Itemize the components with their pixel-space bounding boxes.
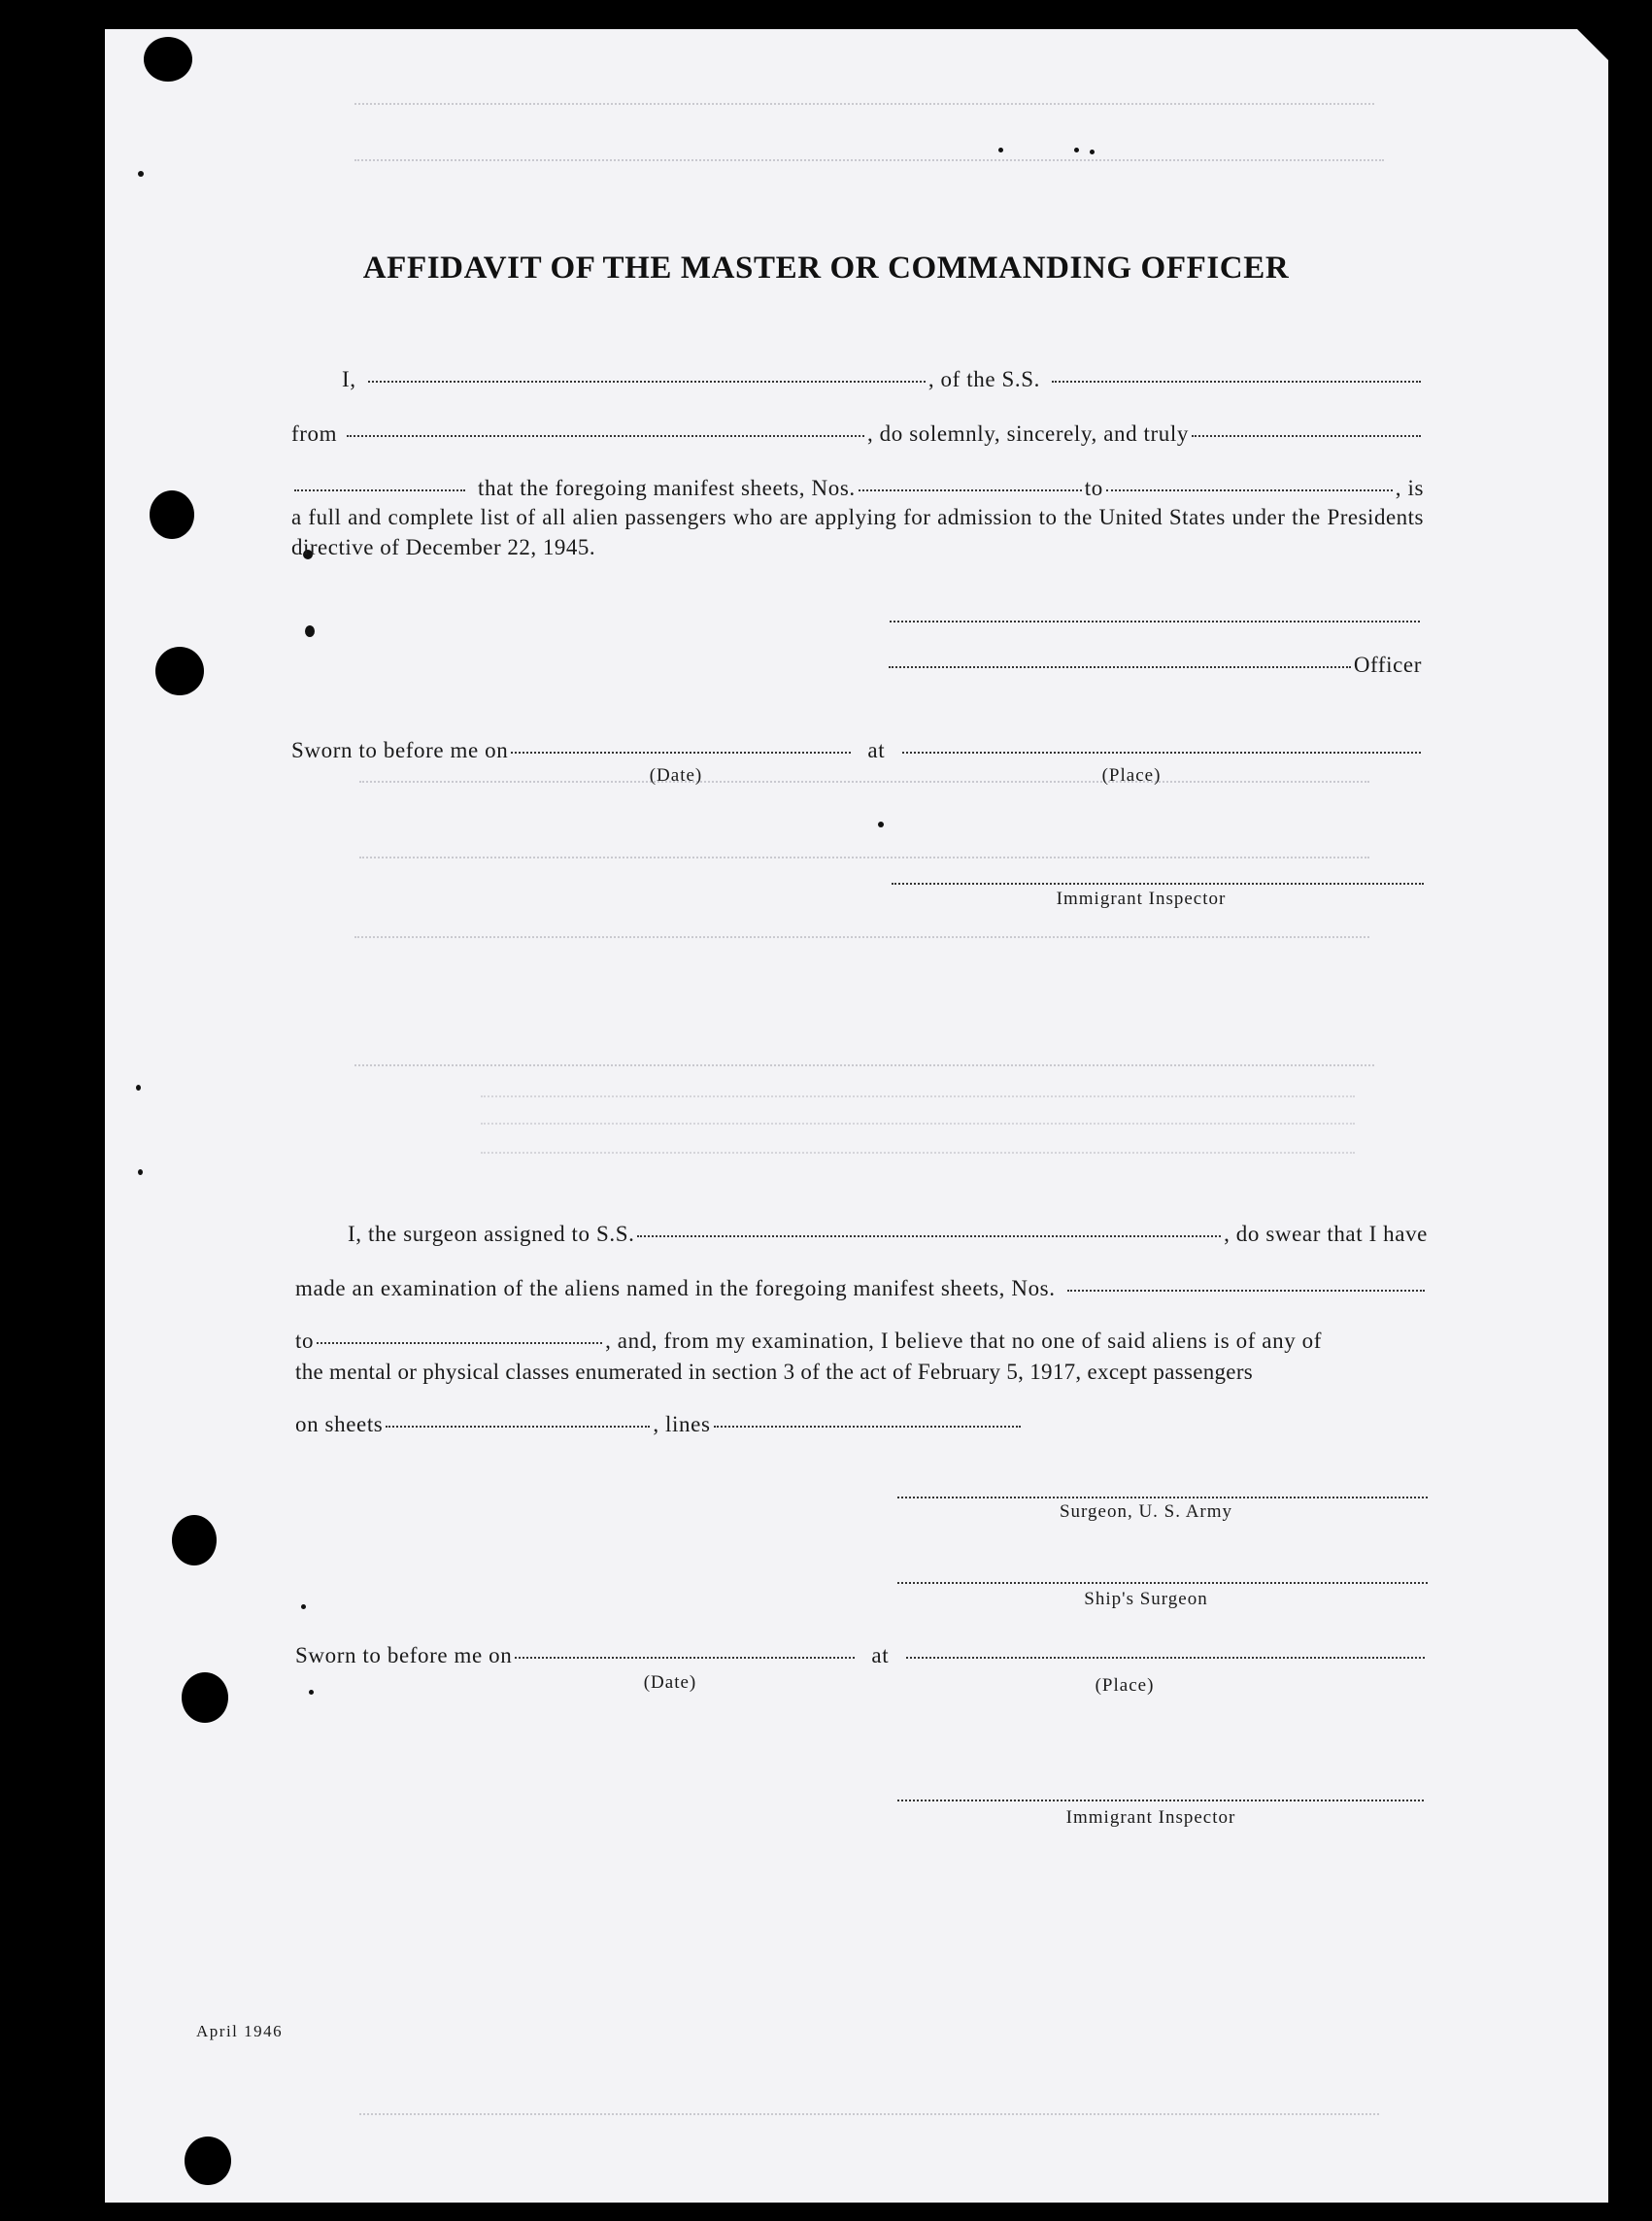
oath-word-field-2[interactable] (294, 488, 465, 491)
surgeon-nos-from-field[interactable] (1067, 1289, 1425, 1292)
master-line-3 (291, 476, 1424, 501)
date-caption-2: (Date) (643, 1672, 697, 1693)
from-label: from (291, 421, 338, 446)
sworn-label: Sworn to before me on (291, 738, 509, 762)
master-name-field[interactable] (368, 380, 926, 383)
exception-lines-field[interactable] (714, 1425, 1022, 1428)
ship-name-field[interactable] (1052, 380, 1421, 383)
sworn-date-field[interactable] (511, 751, 851, 754)
inspector-signature-line-2[interactable] (897, 1799, 1424, 1801)
place-caption: (Place) (1101, 765, 1162, 786)
sworn-line-2 (295, 1643, 1428, 1668)
army-surgeon-signature-line[interactable] (897, 1496, 1428, 1498)
surgeon-ship-field[interactable] (637, 1234, 1221, 1237)
punch-hole (155, 647, 204, 695)
sworn-place-field-2[interactable] (906, 1656, 1425, 1659)
to-label: to (1084, 476, 1103, 500)
master-line-2 (291, 421, 1424, 447)
surgeon-line-1 (348, 1222, 1428, 1247)
form-title: AFFIDAVIT OF THE MASTER OR COMMANDING OFFICER (362, 251, 1290, 286)
inspector-signature-line[interactable] (892, 882, 1424, 885)
lines-label: , lines (653, 1412, 711, 1436)
oath-word-field[interactable] (1192, 434, 1421, 437)
date-caption: (Date) (649, 765, 703, 786)
to-label-2: to (295, 1329, 315, 1353)
exception-sheets-field[interactable] (386, 1425, 650, 1428)
punch-hole (150, 490, 194, 539)
place-caption-2: (Place) (1095, 1675, 1155, 1696)
surgeon-line-2 (295, 1276, 1428, 1301)
surgeon-line-4 (295, 1360, 1428, 1385)
foregoing-label: that the foregoing manifest sheets, Nos. (478, 476, 856, 500)
at-label-2: at (871, 1643, 890, 1667)
do-swear-label: , do swear that I have (1224, 1222, 1428, 1246)
sheet-no-to-field[interactable] (1106, 488, 1393, 491)
punch-hole (172, 1515, 217, 1565)
surgeon-nos-to-field[interactable] (317, 1341, 602, 1344)
classes-clause: the mental or physical classes enumerated in section 3 of the act of February 5, 1917, except passengers (295, 1360, 1254, 1384)
army-surgeon-caption: Surgeon, U. S. Army (1059, 1501, 1233, 1522)
on-sheets-label: on sheets (295, 1412, 384, 1436)
master-line-1 (342, 367, 1424, 392)
of-ss-label: , of the S.S. (927, 367, 1040, 391)
i-label: I, (342, 367, 356, 391)
ships-surgeon-caption: Ship's Surgeon (1084, 1589, 1208, 1609)
examination-clause: , and, from my examination, I believe that no one of said aliens is of any of (605, 1329, 1323, 1353)
is-label: , is (1395, 476, 1424, 500)
examination-label: made an examination of the aliens named in the foregoing manifest sheets, Nos. (295, 1276, 1056, 1300)
sworn-date-field-2[interactable] (515, 1656, 855, 1659)
solemnly-label: , do solemnly, sincerely, and truly (866, 421, 1189, 446)
master-statement: a full and complete list of all alien passengers who are applying for admission to the United States under the Presidents directive of December 22, 1945. (291, 505, 1424, 559)
surgeon-line-3 (295, 1329, 1428, 1354)
sworn-line-1 (291, 738, 1424, 763)
at-label: at (867, 738, 886, 762)
port-from-field[interactable] (347, 434, 864, 437)
sheet-no-from-field[interactable] (859, 488, 1082, 491)
inspector-caption-2: Immigrant Inspector (1065, 1807, 1236, 1828)
form-date: April 1946 (196, 2022, 284, 2040)
officer-line (886, 653, 1422, 678)
master-signature-line[interactable] (890, 620, 1420, 623)
officer-title-field[interactable] (889, 665, 1351, 668)
sworn-place-field[interactable] (902, 751, 1421, 754)
punch-hole (144, 37, 192, 82)
surgeon-line-5 (295, 1412, 1024, 1437)
inspector-caption: Immigrant Inspector (1056, 889, 1227, 909)
surgeon-intro: I, the surgeon assigned to S.S. (348, 1222, 635, 1246)
sworn-label-2: Sworn to before me on (295, 1643, 513, 1667)
punch-hole (182, 1672, 228, 1723)
ships-surgeon-signature-line[interactable] (897, 1581, 1428, 1584)
punch-hole (185, 2137, 231, 2185)
officer-label: Officer (1353, 653, 1422, 677)
form-sheet (105, 29, 1608, 2203)
